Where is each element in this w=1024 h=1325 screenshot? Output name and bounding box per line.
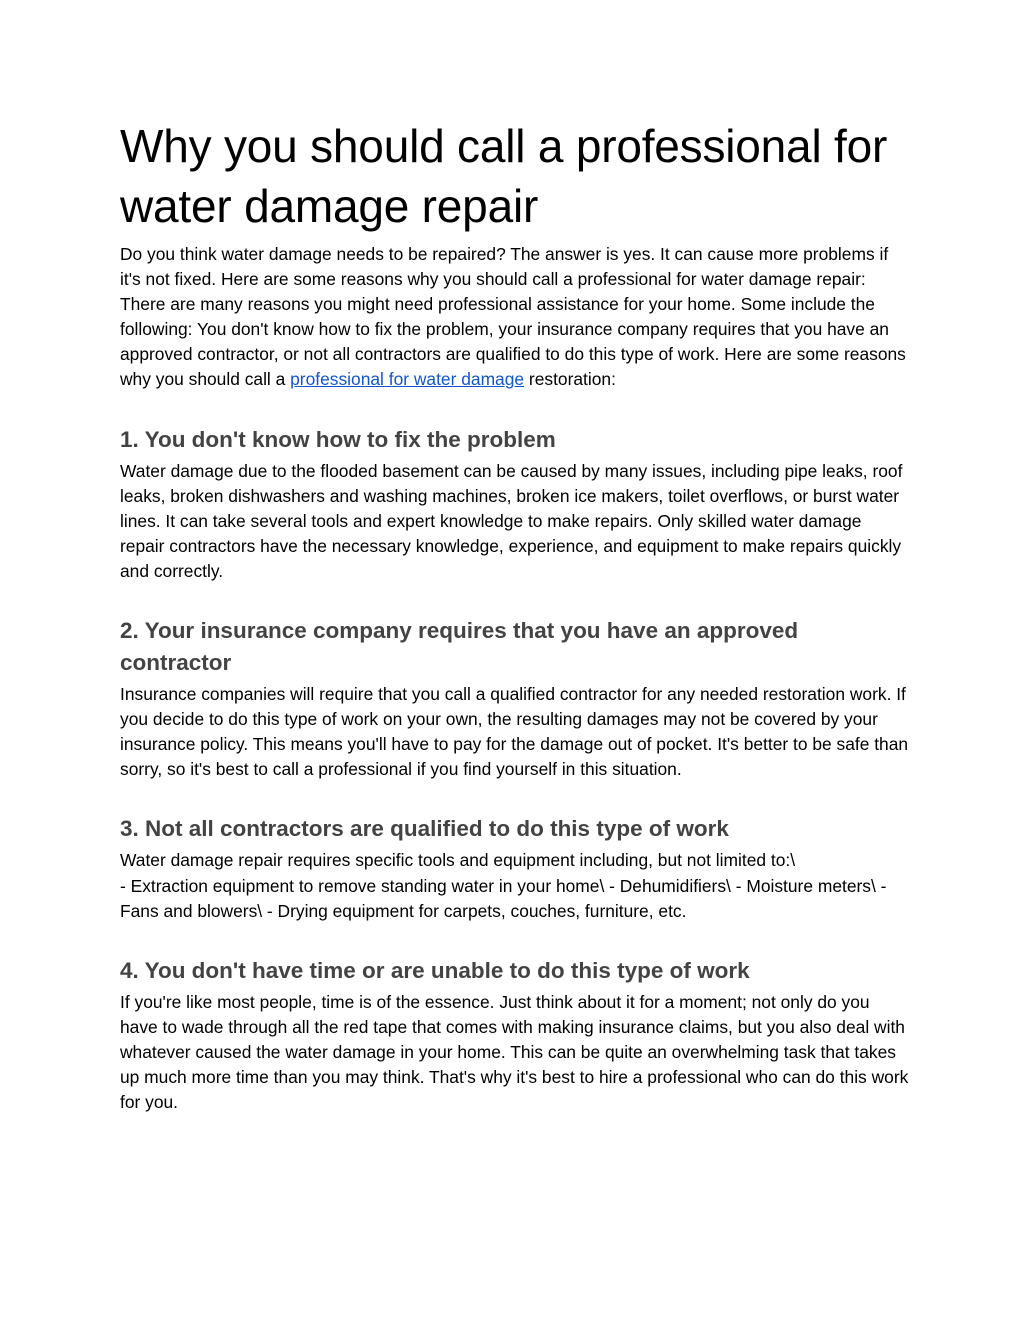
equipment-list: - Extraction equipment to remove standing water in your home\ - Dehumidifiers\ - Moisture meters\ - Fans and blowers\ - Drying equipment for carpets, couches, furniture, etc. bbox=[120, 875, 887, 921]
section-body: Water damage due to the flooded basement can be caused by many issues, including pipe leaks, roof leaks, broken dishwashers and washing machines, broken ice makers, toilet overflows, or burst water lines. It can take several tools and expert knowledge to make repairs. Only skilled water damage repair contractors have the necessary knowledge, experience, and equipment to make repairs quickly and correctly. bbox=[120, 460, 903, 581]
section-heading: 1. You don't know how to fix the problem bbox=[120, 426, 556, 452]
section-2 bbox=[120, 615, 910, 782]
section-4 bbox=[120, 955, 910, 1115]
section-heading: 4. You don't have time or are unable to do this type of work bbox=[120, 957, 750, 983]
section-body-line: Water damage repair requires specific tools and equipment including, but not limited to:\ bbox=[120, 850, 796, 871]
section-body bbox=[120, 848, 910, 923]
page-title: Why you should call a professional for water damage repair bbox=[120, 120, 888, 232]
section-body: Insurance companies will require that you call a qualified contractor for any needed restoration work. If you decide to do this type of work on your own, the resulting damages may not be covered by your insurance policy. This means you'll have to pay for the damage out of pocket. It's better to be safe than sorry, so it's best to call a professional if you find yourself in this situation. bbox=[120, 684, 909, 780]
section-heading: 2. Your insurance company requires that you have an approved contractor bbox=[120, 618, 799, 676]
section-3 bbox=[120, 813, 910, 923]
intro-paragraph bbox=[120, 242, 910, 393]
intro-text: Do you think water damage needs to be repaired? The answer is yes. It can cause more problems if it's not fixed. Here are some reasons why you should call a professional for water damage repair: There are many reasons you might need professional assistance for your home. Some include the following: You don't know how to fix the problem, your insurance company requires that you have an approved contractor, or not all contractors are qualified to do this type of work. Here are some reasons why you should call a bbox=[120, 244, 906, 390]
section-body: If you're like most people, time is of the essence. Just think about it for a moment; not only do you have to wade through all the red tape that comes with making insurance claims, but you also deal with whatever caused the water damage in your home. This can be quite an overwhelming task that takes up much more time than you may think. That's why it's best to hire a professional who can do this work for you. bbox=[120, 991, 909, 1113]
document-content bbox=[120, 116, 910, 1115]
professional-water-damage-link[interactable]: professional for water damage bbox=[290, 369, 525, 390]
intro-text-end: restoration: bbox=[524, 369, 616, 390]
section-1 bbox=[120, 424, 910, 584]
section-heading: 3. Not all contractors are qualified to do this type of work bbox=[120, 816, 729, 842]
